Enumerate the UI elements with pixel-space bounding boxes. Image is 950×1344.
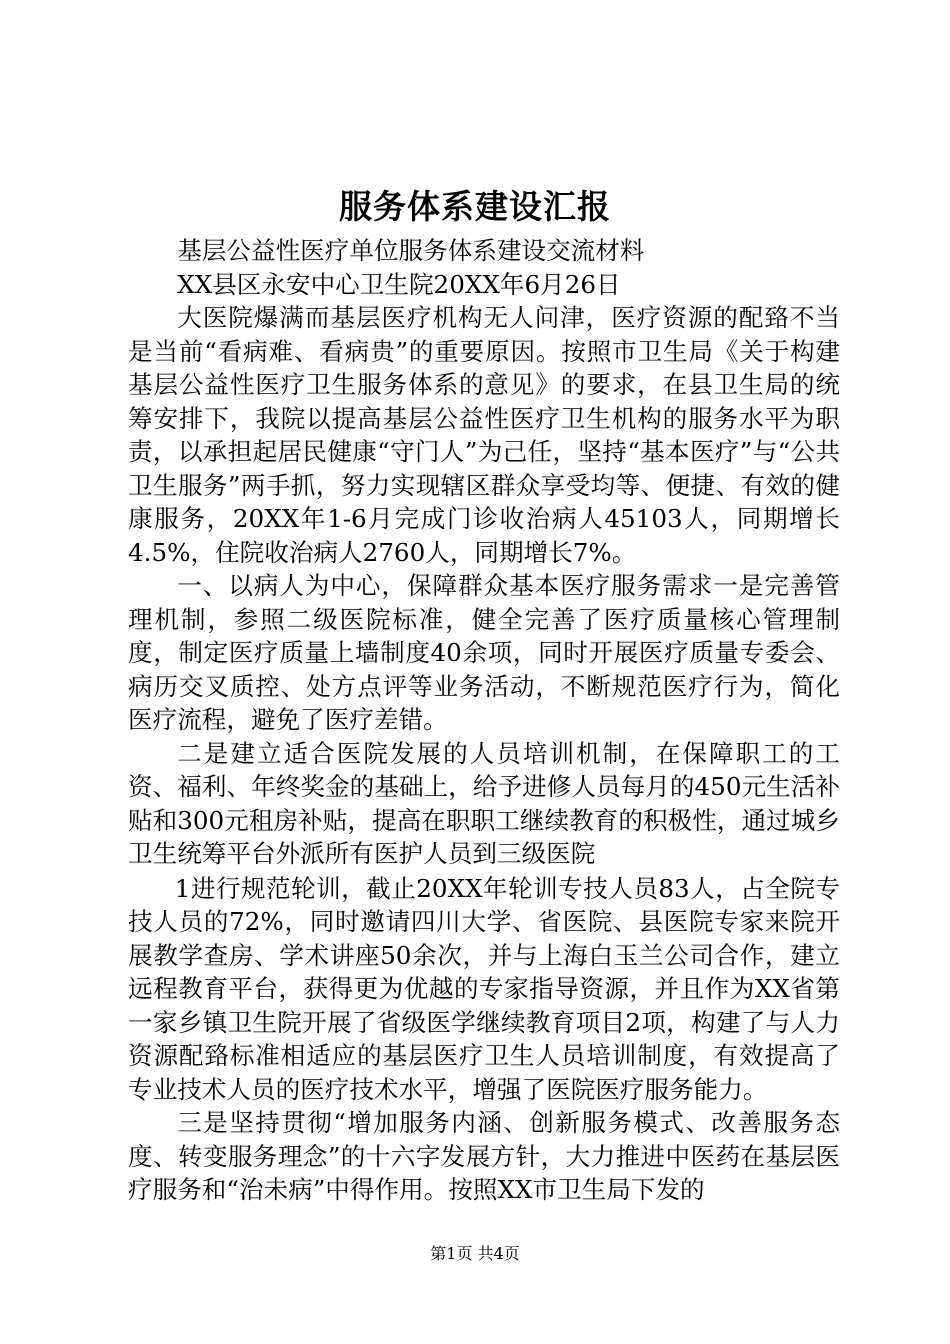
paragraph-training: 二是建立适合医院发展的人员培训机制，在保障职工的工资、福利、年终奖金的基础上，给予进修人员每月的450元生活补贴和300元租房补贴，提高在职职工继续教育的积极性，通过城乡卫生统筹平台外派所有医护人员到三级医院 (128, 738, 840, 868)
document-subtitle: 基层公益性医疗单位服务体系建设交流材料 (177, 236, 645, 265)
paragraph-section-three: 三是坚持贯彻“增加服务内涵、创新服务模式、改善服务态度、转变服务理念”的十六字发展方针，大力推进中医药在基层医疗服务和“治未病”中得作用。按照XX市卫生局下发的 (128, 1108, 840, 1204)
page-footer: 第1页 共4页 (430, 1244, 520, 1263)
paragraph-section-one: 一、以病人为中心，保障群众基本医疗服务需求一是完善管理机制，参照二级医院标准，健全完善了医疗质量核心管理制度，制定医疗质量上墙制度40余项，同时开展医疗质量专委会、病历交叉质控、处方点评等业务活动，不断规范医疗行为，简化医疗流程，避免了医疗差错。 (128, 571, 840, 734)
paragraph-training-continued: 1进行规范轮训，截止20XX年轮训专技人员83人，占全院专技人员的72%，同时邀请四川大学、省医院、县医院专家来院开展教学查房、学术讲座50余次，并与上海白玉兰公司合作，建立远程教育平台，获得更为优越的专家指导资源，并且作为XX省第一家乡镇卫生院开展了省级医学继续教育项目2项，构建了与人力资源配臵标准相适应的基层医疗卫生人员培训制度，有效提高了专业技术人员的医疗技术水平，增强了医院医疗服务能力。 (128, 873, 840, 1104)
author-date-line: XX县区永安中心卫生院20XX年6月26日 (177, 269, 621, 299)
document-body (128, 234, 840, 1207)
paragraph-intro: 大医院爆满而基层医疗机构无人问津，医疗资源的配臵不当是当前“看病难、看病贵”的重要原因。按照市卫生局《关于构建基层公益性医疗卫生服务体系的意见》的要求，在县卫生局的统筹安排下，我院以提高基层公益性医疗卫生机构的服务水平为职责，以承担起居民健康“守门人”为己任，坚持“基本医疗”与“公共卫生服务”两手抓，努力实现辖区群众享受均等、便捷、有效的健康服务，20XX年1-6月完成门诊收治病人45103人，同期增长4.5%，住院收治病人2760人，同期增长7%。 (128, 303, 840, 567)
document-title: 服务体系建设汇报 (339, 187, 611, 226)
